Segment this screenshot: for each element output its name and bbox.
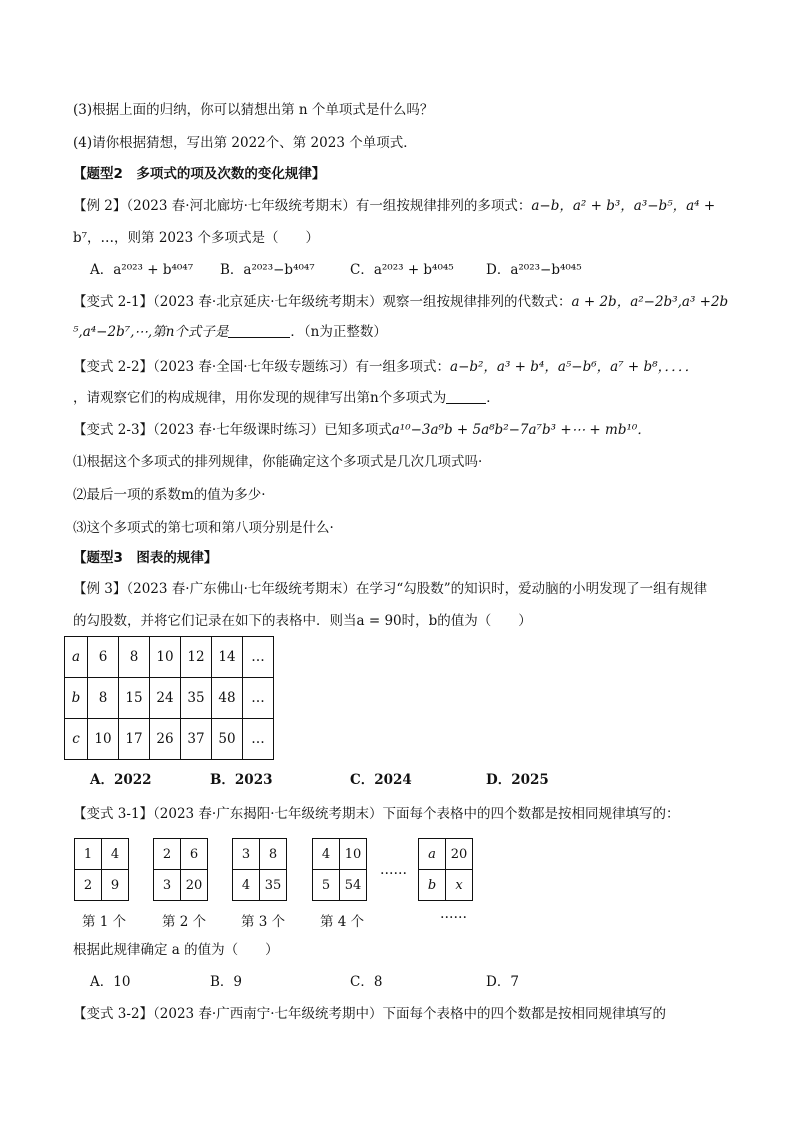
table-row bbox=[233, 839, 287, 870]
example-2-option-d: D．a²⁰²³−b⁴⁰⁴⁵ bbox=[486, 262, 582, 278]
table-row bbox=[419, 870, 473, 901]
table-row bbox=[75, 839, 129, 870]
variant-2-2-intro: 【变式 2-2】（2023 春·全国·七年级专题练习）有一组多项式： bbox=[73, 359, 451, 375]
table-cell: 12 bbox=[181, 637, 212, 678]
number-grid-1 bbox=[74, 838, 129, 901]
question-4: (4)请你根据猜想，写出第 2022个、第 2023 个单项式． bbox=[73, 135, 417, 151]
variant-3-1-option-c: C．8 bbox=[350, 974, 383, 990]
variant-3-1-option-b: B．9 bbox=[210, 974, 243, 990]
answer-blank bbox=[228, 323, 290, 338]
table-cell: 3 bbox=[154, 870, 181, 901]
example-2-intro: 【例 2】（2023 春·河北廊坊·七年级统考期末）有一组按规律排列的多项式： bbox=[73, 198, 532, 214]
table-row bbox=[75, 870, 129, 901]
variant-2-3-question-3: ⑶这个多项式的第七项和第八项分别是什么· bbox=[73, 520, 334, 536]
table-cell: 1 bbox=[75, 839, 102, 870]
table-cell: 37 bbox=[181, 719, 212, 760]
variant-2-1-line-1 bbox=[73, 292, 728, 312]
variant-2-1-intro: 【变式 2-1】（2023 春·北京延庆·七年级统考期末）观察一组按规律排列的代数式： bbox=[73, 294, 572, 310]
variant-2-2-line-2 bbox=[73, 388, 500, 408]
table-cell: 35 bbox=[181, 678, 212, 719]
variant-2-3-question-2: ⑵最后一项的系数m的值为多少· bbox=[73, 487, 266, 503]
variant-2-2-line-1 bbox=[73, 357, 698, 377]
table-cell: c bbox=[65, 719, 88, 760]
table-cell: 15 bbox=[119, 678, 150, 719]
variant-3-1-option-d: D．7 bbox=[486, 974, 519, 990]
variant-2-2-sequence: a−b²，a³ + b⁴，a⁵−b⁶，a⁷ + b⁸，．．．． bbox=[450, 359, 699, 375]
variant-2-3-polynomial: a¹⁰−3a⁹b + 5a⁸b²−7a⁷b³ +⋯ + mb¹⁰． bbox=[391, 422, 651, 438]
variant-3-1-question: 根据此规律确定 a 的值为（ ） bbox=[73, 942, 279, 958]
table-cell: 20 bbox=[181, 870, 208, 901]
table-cell: 10 bbox=[150, 637, 181, 678]
ellipsis: …… bbox=[380, 862, 407, 878]
answer-blank bbox=[446, 389, 486, 404]
variant-2-1-sequence: a + 2b，a²−2b³,a³ +2b bbox=[571, 294, 729, 310]
number-grid-2 bbox=[153, 838, 208, 901]
variant-2-3-intro: 【变式 2-3】（2023 春·七年级课时练习）已知多项式 bbox=[73, 422, 392, 438]
variant-2-3-question-1: ⑴根据这个多项式的排列规律，你能确定这个多项式是几次几项式吗· bbox=[73, 454, 483, 470]
table-cell: 3 bbox=[233, 839, 260, 870]
example-3-option-b: B．2023 bbox=[210, 772, 273, 788]
table-cell: x bbox=[446, 870, 473, 901]
table-cell: 20 bbox=[446, 839, 473, 870]
pythagorean-table bbox=[64, 636, 274, 760]
example-3-line-2: 的勾股数，并将它们记录在如下的表格中．则当a = 90时，b的值为（ ） bbox=[73, 613, 532, 629]
table-cell: a bbox=[65, 637, 88, 678]
table-cell: 9 bbox=[102, 870, 129, 901]
variant-2-3-line bbox=[73, 420, 651, 440]
table-cell: 14 bbox=[212, 637, 243, 678]
variant-2-2-question: ，请观察它们的构成规律，用你发现的规律写出第n个多项式为 bbox=[73, 390, 447, 406]
table-cell: 2 bbox=[154, 839, 181, 870]
table-cell: a bbox=[419, 839, 446, 870]
table-cell: 8 bbox=[260, 839, 287, 870]
example-3-option-c: C．2024 bbox=[350, 772, 412, 788]
table-cell: … bbox=[243, 678, 274, 719]
table-row bbox=[65, 678, 274, 719]
table-cell: 6 bbox=[88, 637, 119, 678]
example-3-option-d: D．2025 bbox=[486, 772, 549, 788]
table-cell: 17 bbox=[119, 719, 150, 760]
variant-3-1-option-a: A．10 bbox=[90, 974, 131, 990]
example-2-line-2: b⁷，…，则第 2023 个多项式是（ ） bbox=[73, 230, 319, 246]
table-cell: 10 bbox=[340, 839, 367, 870]
table-row bbox=[419, 839, 473, 870]
table-row bbox=[233, 870, 287, 901]
table-cell: b bbox=[65, 678, 88, 719]
grid-caption-2: 第 2 个 bbox=[162, 914, 207, 930]
question-3: (3)根据上面的归纳，你可以猜想出第 n 个单项式是什么吗？ bbox=[73, 102, 434, 118]
grid-caption-4: 第 4 个 bbox=[320, 914, 365, 930]
table-row bbox=[65, 719, 274, 760]
section-heading-type3: 【题型3 图表的规律】 bbox=[73, 550, 218, 566]
table-cell: 35 bbox=[260, 870, 287, 901]
table-cell: … bbox=[243, 637, 274, 678]
table-cell: 26 bbox=[150, 719, 181, 760]
grid-caption-3: 第 3 个 bbox=[241, 914, 286, 930]
table-cell: 50 bbox=[212, 719, 243, 760]
table-cell: 48 bbox=[212, 678, 243, 719]
table-cell: … bbox=[243, 719, 274, 760]
table-row bbox=[65, 637, 274, 678]
example-2-option-b: B．a²⁰²³−b⁴⁰⁴⁷ bbox=[220, 262, 315, 278]
table-cell: 24 bbox=[150, 678, 181, 719]
variant-2-1-line-2 bbox=[73, 322, 387, 342]
table-cell: 6 bbox=[181, 839, 208, 870]
table-row bbox=[313, 870, 367, 901]
table-cell: 8 bbox=[119, 637, 150, 678]
variant-2-1-continuation: ⁵,a⁴−2b⁷,⋯,第n个式子是 bbox=[73, 324, 229, 340]
grid-caption-n: …… bbox=[440, 906, 467, 922]
table-cell: 4 bbox=[233, 870, 260, 901]
table-cell: 54 bbox=[340, 870, 367, 901]
table-row bbox=[313, 839, 367, 870]
grid-caption-1: 第 1 个 bbox=[82, 914, 127, 930]
example-3-line-1: 【例 3】（2023 春·广东佛山·七年级统考期末）在学习“勾股数”的知识时，爱动脑的小明发现了一组有规律 bbox=[73, 581, 708, 597]
example-3-option-a: A．2022 bbox=[90, 772, 152, 788]
number-grid-n bbox=[418, 838, 473, 901]
variant-2-1-note: ．（n为正整数） bbox=[290, 324, 387, 340]
table-row bbox=[154, 839, 208, 870]
table-row bbox=[154, 870, 208, 901]
table-cell: 8 bbox=[88, 678, 119, 719]
table-cell: 5 bbox=[313, 870, 340, 901]
example-2-option-a: A．a²⁰²³ + b⁴⁰⁴⁷ bbox=[90, 262, 194, 278]
variant-3-1-line: 【变式 3-1】（2023 春·广东揭阳·七年级统考期末）下面每个表格中的四个数都是按相同规律填写的： bbox=[73, 806, 680, 822]
table-cell: 4 bbox=[102, 839, 129, 870]
variant-2-2-period: ． bbox=[486, 390, 500, 406]
variant-3-2-line: 【变式 3-2】（2023 春·广西南宁·七年级统考期中）下面每个表格中的四个数都是按相同规律填写的 bbox=[73, 1006, 667, 1022]
table-cell: b bbox=[419, 870, 446, 901]
table-cell: 2 bbox=[75, 870, 102, 901]
example-2-sequence: a−b，a² + b³，a³−b⁵，a⁴ + bbox=[531, 198, 716, 214]
section-heading-type2: 【题型2 多项式的项及次数的变化规律】 bbox=[73, 166, 326, 182]
table-cell: 4 bbox=[313, 839, 340, 870]
example-2-option-c: C．a²⁰²³ + b⁴⁰⁴⁵ bbox=[350, 262, 454, 278]
example-2-line-1 bbox=[73, 196, 715, 216]
number-grid-3 bbox=[232, 838, 287, 901]
table-cell: 10 bbox=[88, 719, 119, 760]
number-grid-4 bbox=[312, 838, 367, 901]
